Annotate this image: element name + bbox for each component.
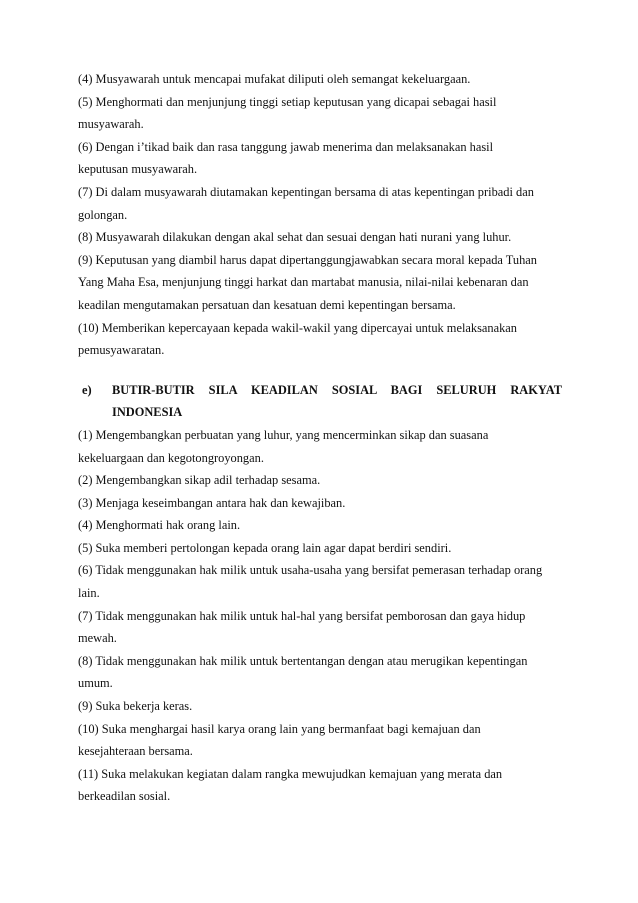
list-item: (7) Di dalam musyawarah diutamakan kepentingan bersama di atas kepentingan pribadi dan xyxy=(78,184,534,199)
list-item: (4) Menghormati hak orang lain. xyxy=(78,518,241,533)
section-title xyxy=(112,379,562,424)
section-title-line: BUTIR-BUTIR SILA KEADILAN SOSIAL BAGI SELURUH RAKYAT xyxy=(112,382,562,397)
list-item-continuation: keadilan mengutamakan persatuan dan kesatuan demi kepentingan bersama. xyxy=(78,297,456,312)
list-item-continuation: golongan. xyxy=(78,207,128,222)
list-item: (5) Suka memberi pertolongan kepada orang lain agar dapat berdiri sendiri. xyxy=(78,540,452,555)
section-e-list xyxy=(78,424,562,808)
list-item-continuation: berkeadilan sosial. xyxy=(78,789,171,804)
section-letter: e) xyxy=(82,382,92,397)
list-item: (8) Tidak menggunakan hak milik untuk bertentangan dengan atau merugikan kepentingan xyxy=(78,653,528,668)
section-e-heading xyxy=(82,379,562,424)
list-item: (10) Suka menghargai hasil karya orang lain yang bermanfaat bagi kemajuan dan xyxy=(78,721,481,736)
list-item: (2) Mengembangkan sikap adil terhadap sesama. xyxy=(78,473,321,488)
list-item-continuation: Yang Maha Esa, menjunjung tinggi harkat dan martabat manusia, nilai-nilai kebenaran dan xyxy=(78,275,529,290)
section-title-line: INDONESIA xyxy=(112,405,183,420)
list-item: (10) Memberikan kepercayaan kepada wakil-wakil yang dipercayai untuk melaksanakan xyxy=(78,320,517,335)
list-item: (6) Tidak menggunakan hak milik untuk usaha-usaha yang bersifat pemerasan terhadap orang xyxy=(78,563,543,578)
list-item: (9) Keputusan yang diambil harus dapat dipertanggungjawabkan secara moral kepada Tuhan xyxy=(78,252,538,267)
list-item-continuation: keputusan musyawarah. xyxy=(78,162,198,177)
list-item-continuation: kekeluargaan dan kegotongroyongan. xyxy=(78,450,264,465)
list-item-continuation: pemusyawaratan. xyxy=(78,343,165,358)
list-item-continuation: mewah. xyxy=(78,631,117,646)
section-spacer xyxy=(78,362,562,379)
document-page xyxy=(78,68,562,808)
list-item: (7) Tidak menggunakan hak milik untuk hal-hal yang bersifat pemborosan dan gaya hidup xyxy=(78,608,526,623)
list-item-continuation: kesejahteraan bersama. xyxy=(78,744,193,759)
list-item: (9) Suka bekerja keras. xyxy=(78,699,193,714)
list-item-continuation: lain. xyxy=(78,586,100,601)
list-item-continuation: umum. xyxy=(78,676,113,691)
list-item: (4) Musyawarah untuk mencapai mufakat diliputi oleh semangat kekeluargaan. xyxy=(78,72,471,86)
section-d-list xyxy=(78,68,562,362)
list-item: (8) Musyawarah dilakukan dengan akal sehat dan sesuai dengan hati nurani yang luhur. xyxy=(78,230,512,245)
list-item: (5) Menghormati dan menjunjung tinggi setiap keputusan yang dicapai sebagai hasil xyxy=(78,94,497,109)
list-item: (3) Menjaga keseimbangan antara hak dan kewajiban. xyxy=(78,495,346,510)
list-item: (6) Dengan i’tikad baik dan rasa tanggung jawab menerima dan melaksanakan hasil xyxy=(78,139,494,154)
list-item-continuation: musyawarah. xyxy=(78,117,144,132)
list-item: (11) Suka melakukan kegiatan dalam rangka mewujudkan kemajuan yang merata dan xyxy=(78,766,503,781)
list-item: (1) Mengembangkan perbuatan yang luhur, yang mencerminkan sikap dan suasana xyxy=(78,427,489,442)
